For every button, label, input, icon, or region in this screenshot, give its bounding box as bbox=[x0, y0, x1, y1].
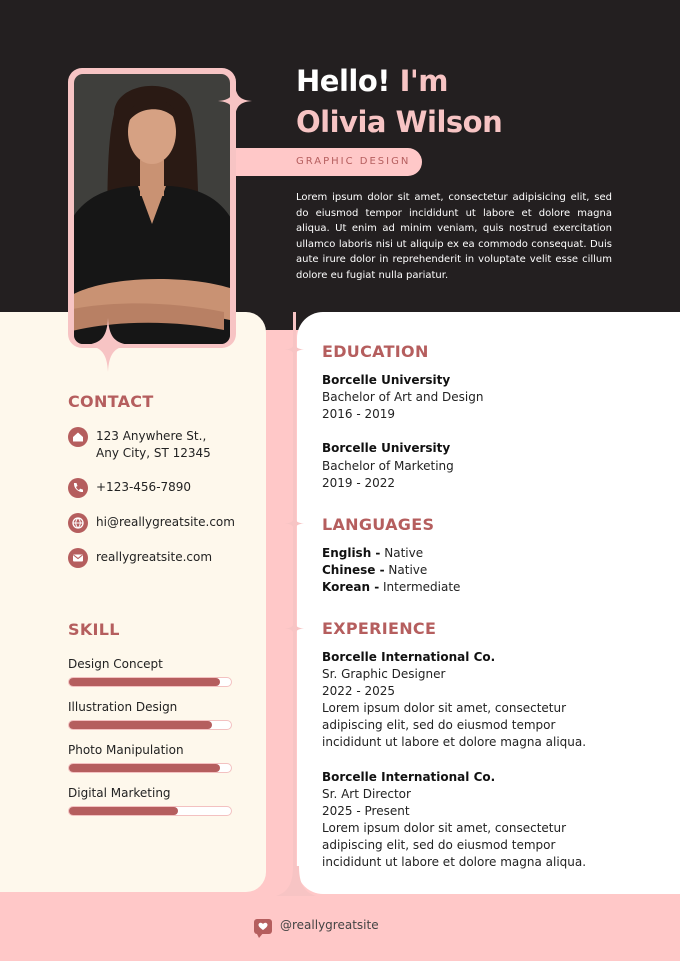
education-years: 2016 - 2019 bbox=[322, 407, 396, 421]
language-item bbox=[322, 545, 423, 562]
skill-bar bbox=[68, 677, 232, 687]
greeting bbox=[296, 62, 448, 100]
skill-bar-fill bbox=[69, 807, 178, 815]
intro-paragraph: Lorem ipsum dolor sit amet, consectetur adipisicing elit, sed do eiusmod tempor incididunt ut labore et dolore magna aliqua. Ut enim ad minim veniam, quis nostrud exercitation ullamco laboris nisi ut aliquip ex ea commodo consequat. Duis aute irure dolor in reprehenderit in voluptate velit esse cillum dolore eu fugiat nulla pariatur. bbox=[296, 192, 612, 281]
skill-bar-fill bbox=[69, 764, 220, 772]
language-name: English - bbox=[322, 546, 381, 560]
languages-title: LANGUAGES bbox=[322, 515, 435, 534]
sparkle-icon bbox=[285, 514, 304, 533]
chat-tail bbox=[256, 932, 264, 938]
language-level: Intermediate bbox=[383, 580, 461, 594]
mail-icon bbox=[68, 548, 88, 568]
greeting-im: I'm bbox=[399, 64, 448, 98]
experience-position: Sr. Art Director bbox=[322, 787, 411, 801]
skill-label: Design Concept bbox=[68, 657, 163, 671]
sparkle-icon bbox=[285, 619, 304, 638]
education-degree: Bachelor of Marketing bbox=[322, 459, 454, 473]
address-line1: 123 Anywhere St., bbox=[96, 429, 207, 443]
language-name: Chinese - bbox=[322, 563, 385, 577]
phone-number[interactable]: +123-456-7890 bbox=[96, 480, 192, 494]
skill-bar bbox=[68, 720, 232, 730]
home-icon bbox=[68, 427, 88, 447]
sparkle-icon bbox=[86, 318, 130, 372]
skill-bar-fill bbox=[69, 721, 212, 729]
experience-description: Lorem ipsum dolor sit amet, consectetur adipiscing elit, sed do eiusmod tempor incididunt ut labore et dolore magna aliqua. bbox=[322, 821, 587, 869]
experience-position: Sr. Graphic Designer bbox=[322, 667, 446, 681]
sparkle-icon bbox=[285, 340, 304, 359]
experience-years: 2025 - Present bbox=[322, 804, 410, 818]
language-level: Native bbox=[388, 563, 428, 577]
role-title: GRAPHIC DESIGN bbox=[296, 156, 411, 167]
education-school: Borcelle University bbox=[322, 441, 451, 455]
experience-company: Borcelle International Co. bbox=[322, 650, 496, 664]
timeline-end-flare bbox=[276, 866, 316, 896]
phone-icon bbox=[68, 478, 88, 498]
language-item bbox=[322, 562, 427, 579]
experience-years: 2022 - 2025 bbox=[322, 684, 396, 698]
social-handle[interactable]: @reallygreatsite bbox=[280, 918, 379, 932]
globe-icon bbox=[68, 513, 88, 533]
skill-title: SKILL bbox=[68, 620, 120, 639]
contact-title: CONTACT bbox=[68, 392, 154, 411]
education-degree: Bachelor of Art and Design bbox=[322, 390, 484, 404]
experience-description: Lorem ipsum dolor sit amet, consectetur adipiscing elit, sed do eiusmod tempor incididunt ut labore et dolore magna aliqua. bbox=[322, 701, 587, 749]
sparkle-icon bbox=[218, 84, 252, 118]
skill-label: Digital Marketing bbox=[68, 786, 171, 800]
skill-label: Photo Manipulation bbox=[68, 743, 184, 757]
experience-title: EXPERIENCE bbox=[322, 619, 437, 638]
education-title: EDUCATION bbox=[322, 342, 429, 361]
language-name: Korean - bbox=[322, 580, 380, 594]
experience-company: Borcelle International Co. bbox=[322, 770, 496, 784]
skill-label: Illustration Design bbox=[68, 700, 178, 714]
education-years: 2019 - 2022 bbox=[322, 476, 396, 490]
profile-photo bbox=[74, 74, 230, 344]
education-school: Borcelle University bbox=[322, 373, 451, 387]
email-address[interactable]: hi@reallygreatsite.com bbox=[96, 515, 235, 529]
skill-bar-fill bbox=[69, 678, 220, 686]
greeting-hello: Hello! bbox=[296, 64, 390, 98]
timeline-line bbox=[293, 312, 296, 872]
website-address[interactable]: reallygreatsite.com bbox=[96, 550, 213, 564]
address-line2: Any City, ST 12345 bbox=[96, 446, 211, 460]
language-item bbox=[322, 579, 460, 596]
skill-bar bbox=[68, 806, 232, 816]
person-name: Olivia Wilson bbox=[296, 105, 503, 139]
skill-bar bbox=[68, 763, 232, 773]
language-level: Native bbox=[384, 546, 424, 560]
